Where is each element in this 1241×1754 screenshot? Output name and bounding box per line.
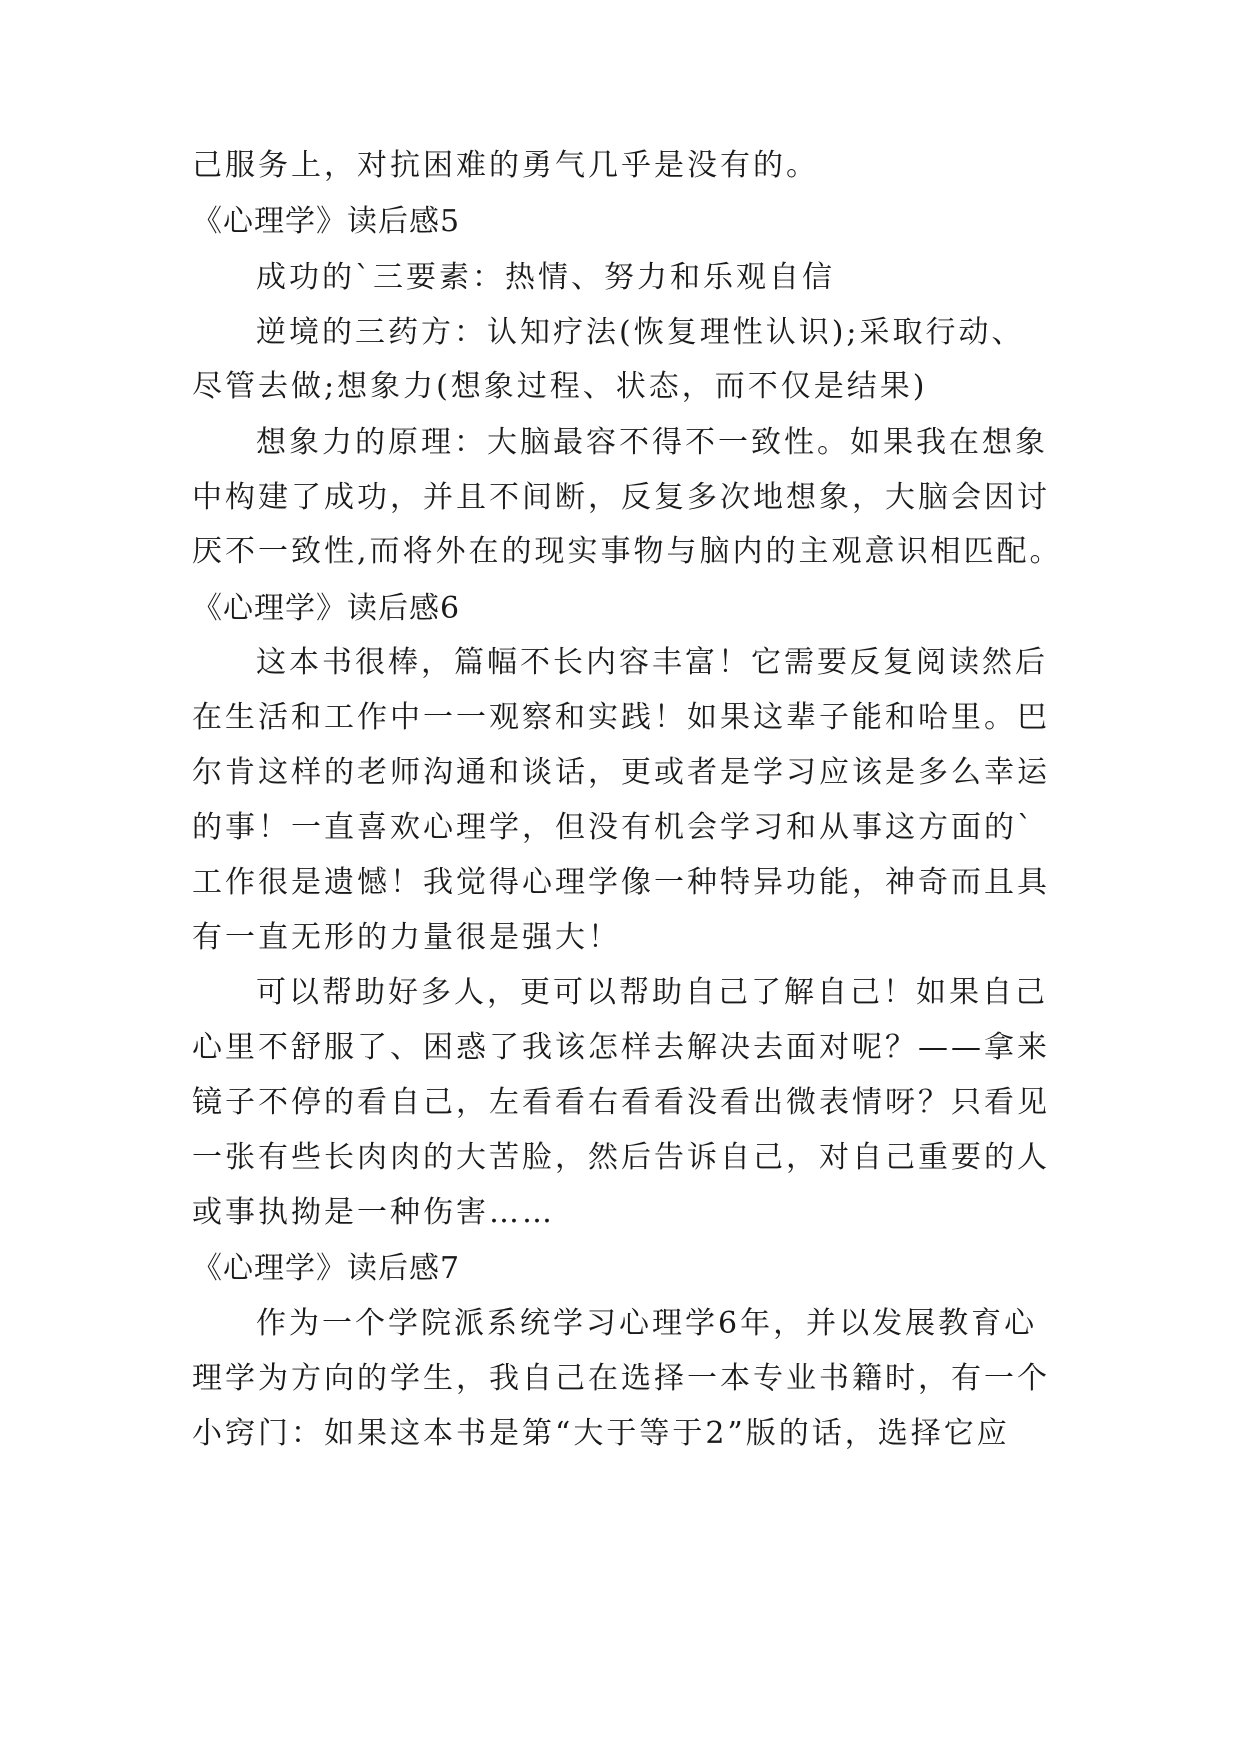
section-heading-7: 《心理学》读后感7	[192, 1251, 461, 1286]
paragraph-line: 逆境的三药方：认知疗法(恢复理性认识);采取行动、	[256, 315, 1025, 350]
paragraph-line: 镜子不停的看自己，左看看右看看没看出微表情呀？只看见	[192, 1085, 1050, 1120]
paragraph-line: 想象力的原理：大脑最容不得不一致性。如果我在想象	[256, 425, 1048, 460]
paragraph-line: 有一直无形的力量很是强大！	[192, 920, 621, 955]
paragraph-line: 在生活和工作中一一观察和实践！如果这辈子能和哈里。巴	[192, 700, 1050, 735]
paragraph-line: 己服务上，对抗困难的勇气几乎是没有的。	[192, 148, 819, 183]
paragraph-line: 的事！一直喜欢心理学，但没有机会学习和从事这方面的`	[192, 810, 1035, 845]
paragraph-line: 心里不舒服了、困惑了我该怎样去解决去面对呢？——拿来	[192, 1030, 1050, 1065]
paragraph-line: 工作很是遗憾！我觉得心理学像一种特异功能，神奇而且具	[192, 865, 1050, 900]
paragraph-line: 这本书很棒，篇幅不长内容丰富！它需要反复阅读然后	[256, 645, 1048, 680]
paragraph-line: 小窍门：如果这本书是第“大于等于2”版的话，选择它应	[192, 1416, 1010, 1451]
paragraph-line: 一张有些长肉肉的大苦脸，然后告诉自己，对自己重要的人	[192, 1140, 1050, 1175]
paragraph-line: 理学为方向的学生，我自己在选择一本专业书籍时，有一个	[192, 1361, 1050, 1396]
paragraph-line: 尽管去做;想象力(想象过程、状态，而不仅是结果)	[192, 369, 928, 404]
paragraph-line: 中构建了成功，并且不间断，反复多次地想象，大脑会因讨	[192, 480, 1050, 515]
paragraph-line: 或事执拗是一种伤害……	[192, 1195, 555, 1230]
paragraph-line: 作为一个学院派系统学习心理学6年，并以发展教育心	[256, 1306, 1038, 1341]
paragraph-line: 成功的`三要素：热情、努力和乐观自信	[256, 260, 835, 295]
section-heading-5: 《心理学》读后感5	[192, 204, 461, 239]
section-heading-6: 《心理学》读后感6	[192, 591, 461, 626]
paragraph-line: 厌不一致性,而将外在的现实事物与脑内的主观意识相匹配。	[192, 534, 1063, 569]
paragraph-line: 尔肯这样的老师沟通和谈话，更或者是学习应该是多么幸运	[192, 755, 1050, 790]
paragraph-line: 可以帮助好多人，更可以帮助自己了解自己！如果自己	[256, 975, 1048, 1010]
